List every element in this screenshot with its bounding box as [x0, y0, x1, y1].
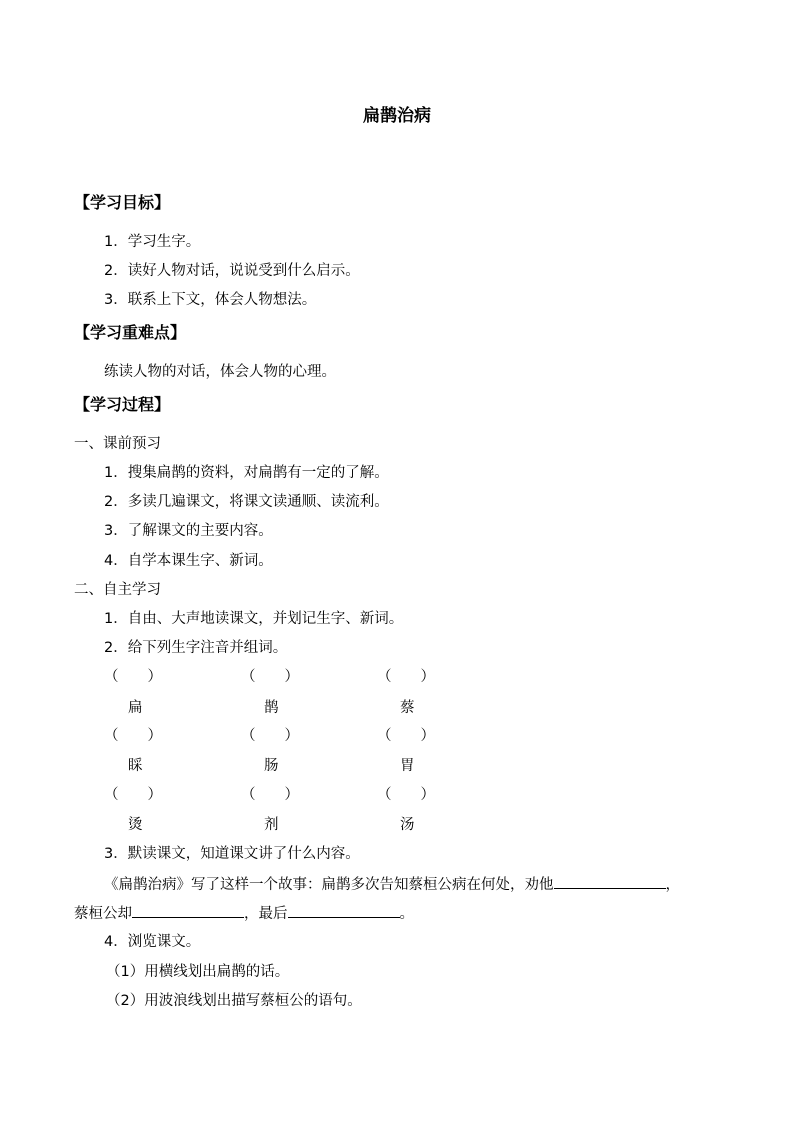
preview-item: 3．了解课文的主要内容。: [104, 523, 273, 539]
answer-blank[interactable]: [554, 874, 666, 889]
pinyin-blank: （ ）: [377, 787, 435, 803]
sub-item: （2）用波浪线划出描写蔡桓公的语句。: [106, 993, 362, 1009]
pinyin-blank: （ ）: [377, 728, 435, 744]
pinyin-blank: （ ）: [241, 787, 299, 803]
preview-item: 2．多读几遍课文，将课文读通顺、读流利。: [104, 494, 389, 510]
character: 肠: [264, 758, 279, 774]
process-heading: 【学习过程】: [74, 395, 171, 414]
answer-blank[interactable]: [132, 903, 244, 918]
goal-item: 3．联系上下文，体会人物想法。: [104, 292, 317, 308]
goals-heading: 【学习目标】: [74, 193, 171, 212]
pinyin-blank: （ ）: [104, 728, 162, 744]
character: 鹊: [264, 700, 279, 716]
pinyin-blank: （ ）: [104, 669, 162, 685]
character: 蔡: [400, 700, 415, 716]
self-study-item: 4．浏览课文。: [104, 934, 201, 950]
pinyin-blank: （ ）: [377, 669, 435, 685]
story-punct: ，: [665, 877, 680, 893]
answer-blank[interactable]: [288, 903, 400, 918]
sub-item: （1）用横线划出扁鹊的话。: [106, 964, 290, 980]
pinyin-blank: （ ）: [241, 669, 299, 685]
story-punct: 。: [399, 906, 414, 922]
preview-item: 4．自学本课生字、新词。: [104, 553, 273, 569]
section-title: 一、课前预习: [74, 436, 161, 452]
section-title: 二、自主学习: [74, 582, 161, 598]
character: 扁: [128, 700, 143, 716]
preview-item: 1．搜集扁鹊的资料，对扁鹊有一定的了解。: [104, 465, 389, 481]
character: 剂: [264, 817, 279, 833]
character: 烫: [128, 817, 143, 833]
pinyin-blank: （ ）: [241, 728, 299, 744]
page-title: 扁鹊治病: [363, 106, 431, 126]
story-line-1: [104, 874, 680, 895]
pinyin-blank: （ ）: [104, 787, 162, 803]
self-study-item: 2．给下列生字注音并组词。: [104, 640, 288, 656]
story-text: 蔡桓公却: [74, 906, 132, 922]
story-text: ，最后: [244, 906, 288, 922]
character: 汤: [400, 817, 415, 833]
goal-item: 2．读好人物对话，说说受到什么启示。: [104, 263, 360, 279]
self-study-item: 3．默读课文，知道课文讲了什么内容。: [104, 846, 360, 862]
character: 睬: [128, 758, 143, 774]
character: 胃: [400, 758, 415, 774]
self-study-item: 1．自由、大声地读课文，并划记生字、新词。: [104, 611, 404, 627]
story-text: 《扁鹊治病》写了这样一个故事：扁鹊多次告知蔡桓公病在何处，劝他: [104, 877, 554, 893]
goal-item: 1．学习生字。: [104, 234, 201, 250]
difficulty-text: 练读人物的对话，体会人物的心理。: [104, 364, 336, 380]
story-line-2: [74, 903, 414, 924]
difficulty-heading: 【学习重难点】: [74, 323, 187, 342]
